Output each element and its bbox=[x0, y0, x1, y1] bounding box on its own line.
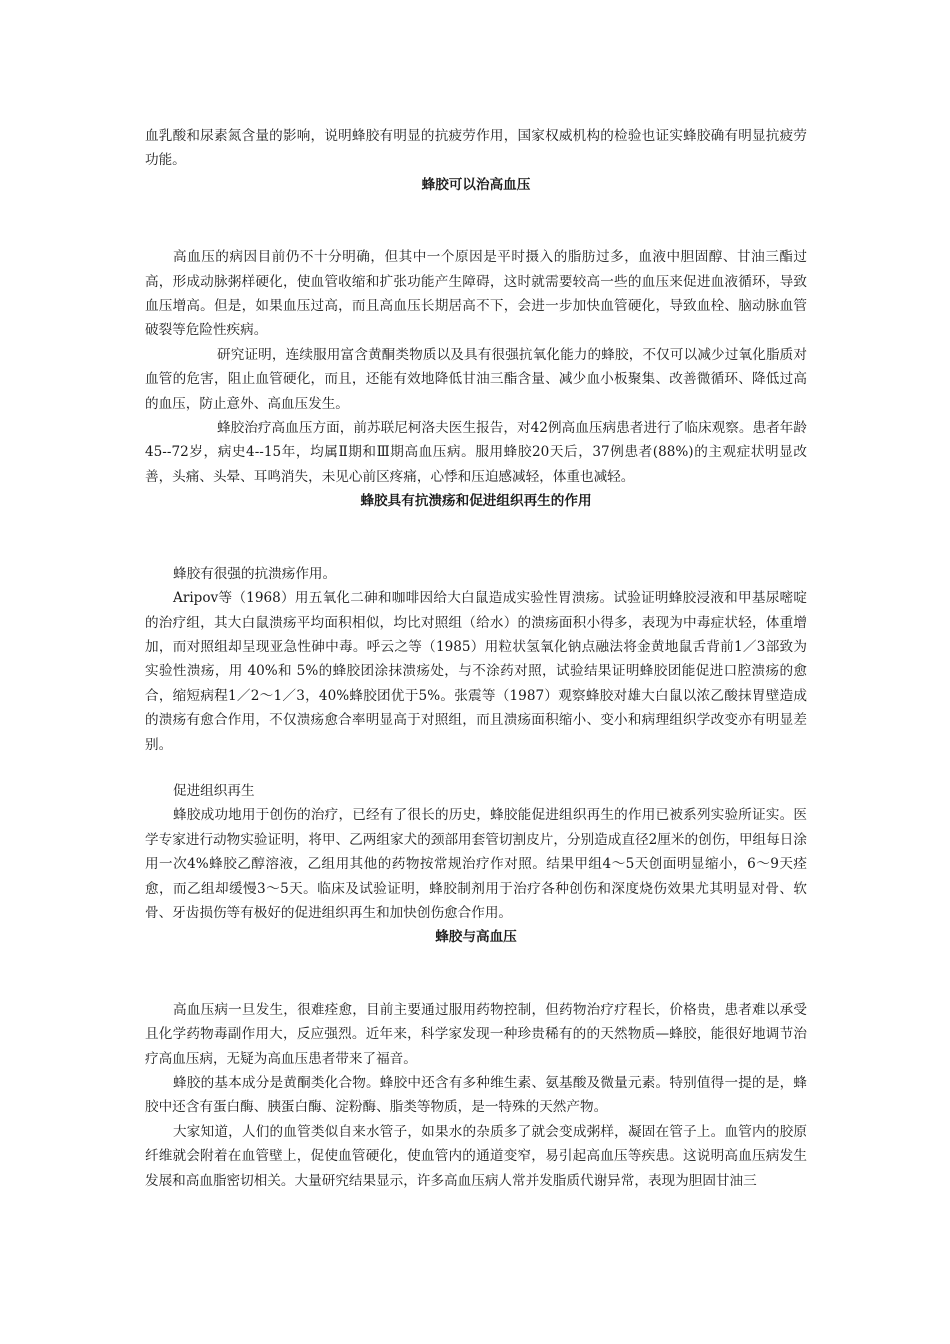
intro-paragraph: 血乳酸和尿素氮含量的影响，说明蜂胶有明显的抗疲劳作用，国家权威机构的检验也证实蜂胶确有明显抗疲劳功能。 bbox=[145, 128, 807, 169]
spacer bbox=[145, 950, 807, 998]
paragraph: 蜂胶的基本成分是黄酮类化合物。蜂胶中还含有多种维生素、氨基酸及微量元素。特别值得一提的是，蜂胶中还含有蛋白酶、胰蛋白酶、淀粉酶、脂类等物质，是一特殊的天然产物。 bbox=[145, 1075, 807, 1116]
spacer bbox=[145, 197, 807, 245]
spacer bbox=[145, 514, 807, 562]
paragraph: 大家知道，人们的血管类似自来水管子，如果水的杂质多了就会变成粥样，凝固在管子上。血管内的胶原纤维就会附着在血管壁上，促使血管硬化，使血管内的通道变窄，易引起高血压等疾患。这说明高血压病发生发展和高血脂密切相关。大量研究结果显示，许多高血压病人常并发脂质代谢异常，表现为胆固甘油三 bbox=[145, 1123, 807, 1189]
paragraph: 蜂胶成功地用于创伤的治疗，已经有了很长的历史，蜂胶能促进组织再生的作用已被系列实验所证实。医学专家进行动物实验证明，将甲、乙两组家犬的颈部用套管切割皮片，分别造成直径2厘米的创伤，甲组每日涂用一次4%蜂胶乙醇溶液，乙组用其他的药物按常规治疗作对照。结果甲组4～5天创面明显缩小，6～9天痊愈，而乙组却缓慢3～5天。临床及试验证明，蜂胶制剂用于治疗各种创伤和深度烧伤效果尤其明显对骨、软骨、牙齿损伤等有极好的促进组织再生和加快创伤愈合作用。 bbox=[145, 807, 807, 921]
paragraph: 蜂胶治疗高血压方面，前苏联尼柯洛夫医生报告，对42例高血压病患者进行了临床观察。患者年龄45--72岁，病史4--15年，均属Ⅱ期和Ⅲ期高血压病。服用蜂胶20天后，37例患者(88%)的主观症状明显改善，头痛、头晕、耳鸣消失，未见心前区疼痛，心悸和压迫感减轻，体重也减轻。 bbox=[145, 420, 807, 485]
paragraph: 高血压的病因目前仍不十分明确，但其中一个原因是平时摄入的脂肪过多，血液中胆固醇、甘油三酯过高，形成动脉粥样硬化，使血管收缩和扩张功能产生障碍，这时就需要较高一些的血压来促进血液循环，导致血压增高。但是，如果血压过高，而且高血压长期居高不下，会进一步加快血管硬化，导致血栓、脑动脉血管破裂等危险性疾病。 bbox=[145, 249, 807, 339]
subheading-tissue-regeneration: 促进组织再生 bbox=[173, 782, 255, 799]
subheading-anti-ulcer: 蜂胶有很强的抗溃疡作用。 bbox=[173, 565, 337, 582]
section-heading-propolis-and-hypertension: 蜂胶与高血压 bbox=[435, 929, 517, 946]
paragraph: 研究证明，连续服用富含黄酮类物质以及具有很强抗氧化能力的蜂胶，不仅可以减少过氧化脂质对血管的危害，阻止血管硬化，而且，还能有效地降低甘油三酯含量、减少血小板聚集、改善微循环、降低过高的血压，防止意外、高血压发生。 bbox=[145, 346, 807, 412]
spacer bbox=[145, 757, 807, 779]
paragraph: Aripov等（1968）用五氧化二砷和咖啡因给大白鼠造成实验性胃溃疡。试验证明蜂胶浸液和甲基尿嘧啶的治疗组，其大白鼠溃疡平均面积相似，均比对照组（给水）的溃疡面积小得多，表现为中毒症状轻，体重增加，而对照组却呈现亚急性砷中毒。呼云之等（1985）用粒状氢氧化钠点融法将金黄地鼠舌背前1／3部致为实验性溃疡，用 40%和 5%的蜂胶团涂抹溃疡处，与不涂药对照，试验结果证明蜂胶团能促进口腔溃疡的愈合，缩短病程1／2～1／3，40%蜂胶团优于5%。张震等（1987）观察蜂胶对雄大白鼠以浓乙酸抹胃壁造成的溃疡有愈合作用，不仅溃疡愈合率明显高于对照组，而且溃疡面积缩小、变小和病理组织学改变亦有明显差别。 bbox=[145, 590, 807, 753]
section-heading-anti-ulcer: 蜂胶具有抗溃疡和促进组织再生的作用 bbox=[360, 493, 592, 510]
section-heading-hypertension-treatment: 蜂胶可以治高血压 bbox=[421, 176, 531, 193]
paragraph: 高血压病一旦发生，很难痊愈，目前主要通过服用药物控制，但药物治疗疗程长，价格贵，患者难以承受且化学药物毒副作用大，反应强烈。近年来，科学家发现一种珍贵稀有的的天然物质—蜂胶，能很好地调节治疗高血压病，无疑为高血压患者带来了福音。 bbox=[145, 1001, 807, 1067]
document-body bbox=[145, 124, 807, 1193]
